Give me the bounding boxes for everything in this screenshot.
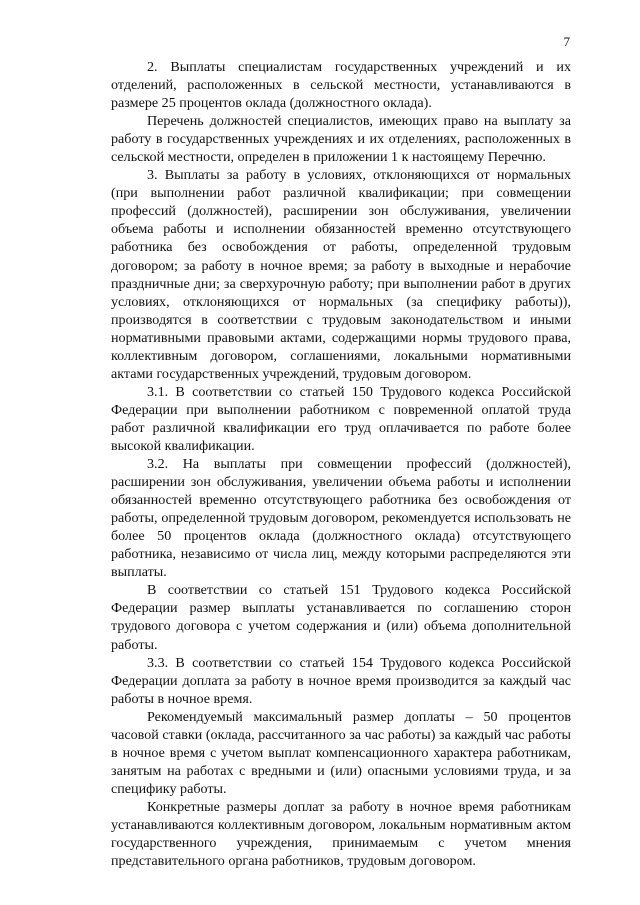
paragraph-rural-positions-list: Перечень должностей специалистов, имеющих право на выплату за работу в государственных учреждениях и их отделениях, расположенных в сельской местности, определен в приложении 1 к настоящему Перечню. bbox=[111, 113, 571, 166]
paragraph-night-rate-specific: Конкретные размеры доплат за работу в ночное время работникам устанавливаются коллективным договором, локальным нормативным актом государственного учреждения, принимаемым с учетом мнения представительного органа работников, трудовым договором. bbox=[111, 798, 571, 870]
paragraph-night-rate-max: Рекомендуемый максимальный размер доплаты – 50 процентов часовой ставки (оклада, рассчитанного за час работы) за каждый час работы в ночное время с учетом выплат компенсационного характера работникам, занятым на работах с вредными и (или) опасными условиями труда, и за специфику работы. bbox=[111, 708, 571, 797]
paragraph-3-3-night-work: 3.3. В соответствии со статьей 154 Трудового кодекса Российской Федерации доплата за работу в ночное время производится за каждый час работы в ночное время. bbox=[111, 654, 571, 707]
page-number: 7 bbox=[563, 34, 570, 49]
document-body bbox=[111, 58, 571, 870]
paragraph-abnormal-conditions: 3. Выплаты за работу в условиях, отклоняющихся от нормальных (при выполнении работ различной квалификации; при совмещении профессий (должностей), расширении зон обслуживания, увеличении объема работы и исполнении обязанностей временно отсутствующего работника без освобождения от работы, определенной трудовым договором; за работу в ночное время; за работу в выходные и нерабочие праздничные дни; за сверхурочную работу; при выполнении работ в других условиях, отклоняющихся от нормальных (за специфику работы)), производятся в соответствии с трудовым законодательством и иными нормативными правовыми актами, содержащими нормы трудового права, коллективным договором, соглашениями, локальными нормативными актами государственных учреждений, трудовым договором. bbox=[111, 167, 571, 382]
paragraph-3-1-qualification: 3.1. В соответствии со статьей 150 Трудового кодекса Российской Федерации при выполнении работником с повременной оплатой труда работ различной квалификации его труд оплачивается по работе более высокой квалификации. bbox=[111, 383, 571, 454]
paragraph-rural-payments: 2. Выплаты специалистам государственных учреждений и их отделений, расположенных в сельской местности, устанавливаются в размере 25 процентов оклада (должностного оклада). bbox=[111, 59, 571, 112]
paragraph-3-2-combining-professions: 3.2. На выплаты при совмещении профессий (должностей), расширении зон обслуживания, увеличении объема работы и исполнении обязанностей временно отсутствующего работника без освобождения от работы, определенной трудовым договором, рекомендуется использовать не более 50 процентов оклада (должностного оклада) отсутствующего работника, независимо от числа лиц, между которыми распределяются эти выплаты. bbox=[111, 456, 571, 581]
paragraph-article-151: В соответствии со статьей 151 Трудового кодекса Российской Федерации размер выплаты устанавливается по соглашению сторон трудового договора с учетом содержания и (или) объема дополнительной работы. bbox=[111, 582, 571, 653]
